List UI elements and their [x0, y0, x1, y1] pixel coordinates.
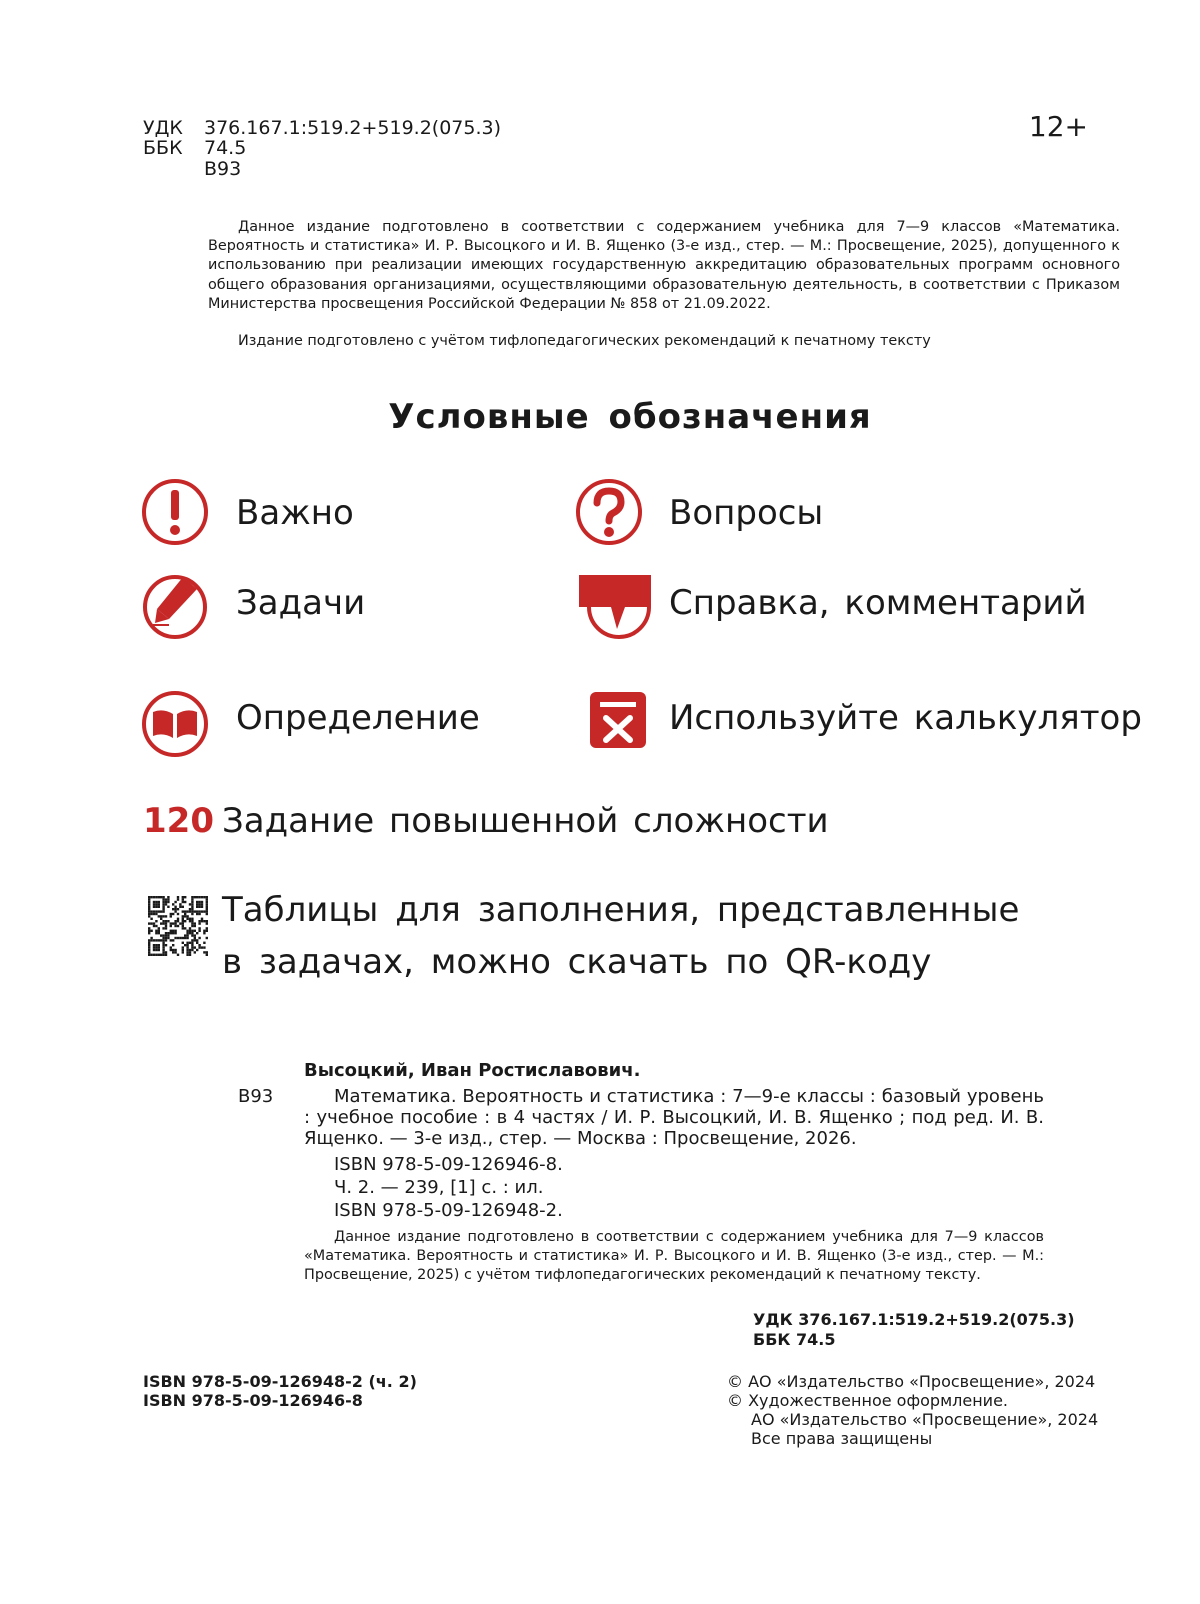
copyright-3: АО «Издательство «Просвещение», 2024 — [751, 1410, 1099, 1429]
exclamation-icon — [141, 478, 209, 546]
catalog-bbk: ББК 74.5 — [753, 1330, 836, 1349]
calculator-icon — [590, 692, 658, 760]
catalog-note: Данное издание подготовлено в соответствии с содержанием учебника для 7—9 классов «Математика. Вероятность и статистика» И. Р. Высоцкого и И. В. Ященко (3-е изд., стер. — М.: Просвещение, 2025) с учётом тифлопедагогических рекомендаций к печатному тексту. — [304, 1229, 1044, 1283]
intro-note: Издание подготовлено с учётом тифлопедагогических рекомендаций к печатному тексту — [238, 333, 931, 349]
catalog-isbn-part: ISBN 978-5-09-126948-2. — [334, 1200, 563, 1221]
catalog-udk: УДК 376.167.1:519.2+519.2(075.3) — [753, 1310, 1075, 1329]
footer-isbn-2: ISBN 978-5-09-126946-8 — [143, 1391, 363, 1410]
legend-title: Условные обозначения — [388, 397, 872, 437]
legend-important: Важно — [236, 493, 354, 533]
catalog-author: Высоцкий, Иван Ростиславович. — [304, 1060, 641, 1081]
legend-tasks: Задачи — [236, 583, 366, 623]
tables-line-1: Таблицы для заполнения, представленные — [222, 890, 1020, 930]
rights-reserved: Все права защищены — [751, 1429, 933, 1448]
open-book-icon — [141, 690, 209, 758]
catalog-isbn-full: ISBN 978-5-09-126946-8. — [334, 1154, 563, 1175]
udk-value: 376.167.1:519.2+519.2(075.3) — [204, 117, 502, 139]
pencil-icon — [141, 571, 209, 639]
intro-paragraph: Данное издание подготовлено в соответствии с содержанием учебника для 7—9 классов «Математика. Вероятность и статистика» И. Р. Высоцкого и И. В. Ященко (3-е изд., стер. — М.: Просвещение, 2025), допущенного к использованию при реализации имеющих государственную аккредитацию образовательных программ основного общего образования организациями, осуществляющими образовательную деятельность, в соответствии с Приказом Министерства просвещения Российской Федерации № 858 от 21.09.2022. — [208, 219, 1120, 312]
copyright-2: © Художественное оформление. — [727, 1391, 1008, 1410]
legend-calculator: Используйте калькулятор — [669, 698, 1142, 738]
footer-isbn-1: ISBN 978-5-09-126948-2 (ч. 2) — [143, 1372, 417, 1391]
copyright-1: © АО «Издательство «Просвещение», 2024 — [727, 1372, 1096, 1391]
difficulty-label: Задание повышенной сложности — [222, 801, 829, 841]
question-icon — [575, 478, 643, 546]
speech-bubble-icon — [575, 571, 643, 639]
author-mark: В93 — [204, 158, 242, 180]
udk-label: УДК — [143, 117, 183, 139]
bbk-label: ББК — [143, 137, 183, 159]
qr-code[interactable] — [148, 896, 208, 956]
catalog-code: В93 — [238, 1086, 274, 1107]
age-rating: 12+ — [1028, 110, 1088, 143]
legend-reference: Справка, комментарий — [669, 583, 1087, 623]
catalog-body: Математика. Вероятность и статистика : 7—9-е классы : базовый уровень : учебное пособие : в 4 частях / И. Р. Высоцкий, И. В. Ященко ; под ред. И. В. Ященко. — 3-е изд., стер. — Москва : Просвещение, 2026. — [304, 1086, 1044, 1149]
tables-line-2: в задачах, можно скачать по QR-коду — [222, 942, 932, 982]
legend-questions: Вопросы — [669, 493, 824, 533]
bbk-value: 74.5 — [204, 137, 247, 159]
catalog-part-info: Ч. 2. — 239, [1] с. : ил. — [334, 1177, 544, 1198]
difficulty-number: 120 — [143, 801, 214, 841]
legend-definition: Определение — [236, 698, 480, 738]
